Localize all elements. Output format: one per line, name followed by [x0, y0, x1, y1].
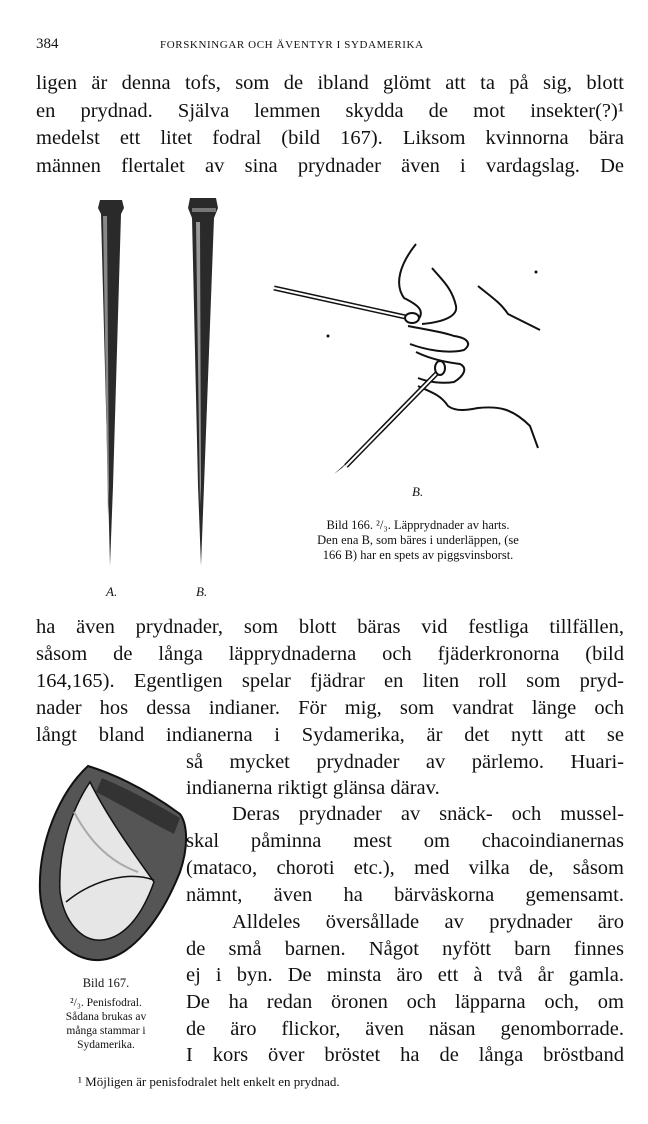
caption-line: Sydamerika.	[77, 1039, 135, 1051]
text-line: I kors över bröstet ha de långa bröstband	[186, 1044, 624, 1066]
text-line: ha även prydnader, som blott bäras vid festliga tillfällen,	[36, 616, 624, 638]
text-line: nämnt, även ha bärväskorna gemensamt.	[186, 884, 624, 906]
page-number: 384	[36, 36, 59, 52]
text-line: de små barnen. Något nyfött barn finnes	[186, 938, 624, 960]
face-profile-drawing	[268, 236, 558, 486]
figure-166-lip-plugs	[80, 186, 240, 586]
text-line: Deras prydnader av snäck- och mussel-	[232, 803, 624, 825]
label-a: A.	[106, 584, 118, 599]
figure-167-title: Bild 167.	[82, 976, 130, 990]
lip-plug-in-use	[274, 288, 445, 474]
text-line: långt bland indianerna i Sydamerika, är det nytt att se	[36, 724, 624, 746]
footnote	[78, 1074, 340, 1090]
label-b-left: B.	[196, 584, 208, 599]
text-line: så mycket prydnader av pärlemo. Huari-	[186, 751, 624, 773]
text-line: Alldeles översållade av prydnader äro	[232, 911, 624, 933]
text-line: såsom de långa läpprydnaderna och fjäderkronorna (bild	[36, 643, 624, 665]
text-line: ligen är denna tofs, som de ibland glömt att ta på sig, blott	[36, 72, 624, 94]
caption-line: Bild 166. ²/₃. Läpprydnader av harts.	[326, 518, 510, 532]
figure-166-caption	[262, 518, 574, 563]
footnote-marker: ¹	[78, 1074, 82, 1089]
caption-line: 166 B) har en spets av piggsvinsborst.	[322, 548, 514, 562]
text-line: De ha redan öronen och läpparna och, om	[186, 991, 624, 1013]
text-line: männen flertalet av sina prydnader även i vardagslag. De	[36, 155, 624, 177]
text-line: en prydnad. Själva lemmen skydda de mot insekter(?)¹	[36, 100, 624, 122]
text-line: 164,165). Egentligen spelar fjädrar en liten roll som pryd-	[36, 670, 624, 692]
caption-line: många stammar i	[66, 1025, 146, 1037]
text-line: de äro flickor, även näsan genomborrade.	[186, 1018, 624, 1040]
text-line: medelst ett litet fodral (bild 167). Liksom kvinnorna bära	[36, 127, 624, 149]
running-title: FORSKNINGAR OCH ÄVENTYR I SYDAMERIKA	[160, 39, 424, 51]
caption-line: Den ena B, som bäres i underläppen, (se	[317, 533, 519, 547]
text-line: (mataco, choroti etc.), med vilka de, såsom	[186, 857, 624, 879]
text-line: nader hos dessa indianer. För mig, som vandrat länge och	[36, 697, 624, 719]
caption-line: ²/₃. Penisfodral.	[70, 997, 142, 1009]
text-line: ej i byn. De minsta äro ett à två år gamla.	[186, 964, 624, 986]
text-line: skal påminna mest om chacoindianernas	[186, 830, 624, 852]
lip-plug-b-illustration	[188, 198, 218, 566]
figure-167-caption	[18, 996, 194, 1052]
label-b-right: B.	[412, 484, 424, 499]
text-line: indianerna riktigt glänsa därav.	[186, 777, 440, 799]
figure-167-penis-sheath	[30, 752, 190, 972]
caption-line: Sådana brukas av	[65, 1011, 147, 1023]
footnote-text: Möjligen är penisfodralet helt enkelt en prydnad.	[85, 1074, 340, 1089]
lip-plug-a-illustration	[98, 200, 124, 566]
